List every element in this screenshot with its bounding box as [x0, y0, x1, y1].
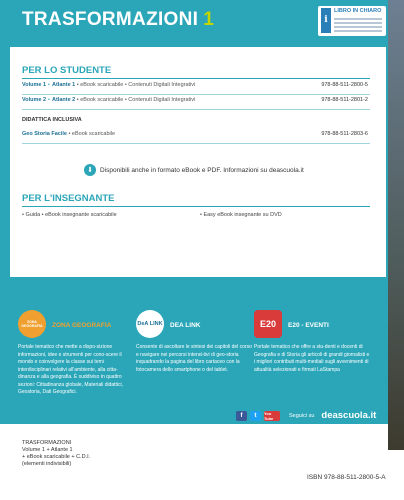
facebook-icon[interactable]: f: [236, 411, 247, 421]
product-row: Volume 1 • Atlante 1 • eBook scaricabile • Contenuti Digitali Integrativi 978-88-511-2800-5: [22, 82, 368, 88]
section-heading-studente: PER LO STUDENTE: [22, 65, 112, 76]
ebook-icon: ⬇: [84, 164, 96, 176]
libro-in-chiaro-badge: i LIBRO IN CHIARO: [318, 6, 386, 36]
zona-geografia-logo: ZONA GEOGRAFIA: [18, 310, 46, 338]
e20-logo: E20: [254, 310, 282, 338]
social-links: [236, 410, 376, 421]
ebook-notice: ⬇ Disponibili anche in formato eBook e PDF. Informazioni su deascuola.it: [84, 164, 304, 176]
book-title: TRASFORMAZIONI 1: [22, 9, 215, 30]
website-link[interactable]: deascuola.it: [321, 410, 377, 421]
insegnante-item: • Guida • eBook insegnante scaricabile: [22, 212, 117, 218]
didattica-heading: DIDATTICA INCLUSIVA: [22, 117, 82, 123]
dea-link-logo: DeA LINK: [136, 310, 164, 338]
section-heading-insegnante: PER L'INSEGNANTE: [22, 193, 115, 204]
imprint-block: TRASFORMAZIONI Volume 1 + Atlante 1 + eBook scaricabile + C.D.I. (elementi indivisibili): [22, 440, 91, 467]
insegnante-item: • Easy eBook insegnante su DVD: [200, 212, 282, 218]
spine-photo-strip: [388, 0, 404, 450]
product-row: Geo Storia Facile • eBook scaricabile 978-88-511-2803-6: [22, 131, 368, 137]
product-row: Volume 2 • Atlante 2 • eBook scaricabile • Contenuti Digitali Integrativi 978-88-511-2801-2: [22, 97, 368, 103]
isbn-code: ISBN 978-88-511-2800-5-A: [307, 474, 386, 481]
follow-label: Seguici su: [289, 412, 315, 419]
youtube-icon[interactable]: You Tube: [264, 411, 280, 421]
info-icon: i: [321, 8, 331, 33]
back-cover: TRASFORMAZIONI 1 i LIBRO IN CHIARO PER LO STUDENTE Volume 1 • Atlante 1 • eBook scaricabile • Contenuti Digitali Integrativi 978-88-511-2800-5 Volume 2 • Atlante 2 • eBook scaricabile • Contenuti Digitali Integrativi 978-88-511-2801-2 DIDATTICA INCLUSIVA Geo Storia Facile • eBook scaricabile 978-88-511-2803-6 ⬇ Disponibili anche in formato eBook e PDF. Informazioni su deascuola.it PER L'INSEGNANTE • Guida • eBook insegnante scaricabile • Easy eBook insegnante su DVD ZONA GEOGRAFIA ZONA GEOGRAFIA Portale tematico che mette a dispo-sizione informazioni, idee e strumenti per cono-scere il mondo e coinvolgere la classe sui temi interdisciplinari relativi all'ambiente, alla citta-dinanza e alla geografia. È suddiviso in quattro sezioni: Cittadinanza globale, Materiali didattici, Geostoria, Dati Geografici. DeA LINK DEA LINK Consente di ascoltare le sintesi dei capitoli del corso e navigare nei percorsi interat-tivi di geo-storia inquadrando la pagina del libro cartaceo con la fotocamera dello smartphone o del tablet. E20 E20 - EVENTI Portale tematico che offre a stu-denti e docenti di Geografia e di Storia gli articoli di grandi giornalisti e i migliori contributi multi-mediali sugli avvenimenti di attualità selezionati e firmati LaStampa f t You Tube Seguici su deascuola.it TRASFORMAZIONI Volume 1 + Atlante 1 + eBook scaricabile + C.D.I. (elementi indivisibili) ISBN 978-88-511-2800-5-A: [0, 0, 404, 500]
twitter-icon[interactable]: t: [250, 411, 261, 421]
